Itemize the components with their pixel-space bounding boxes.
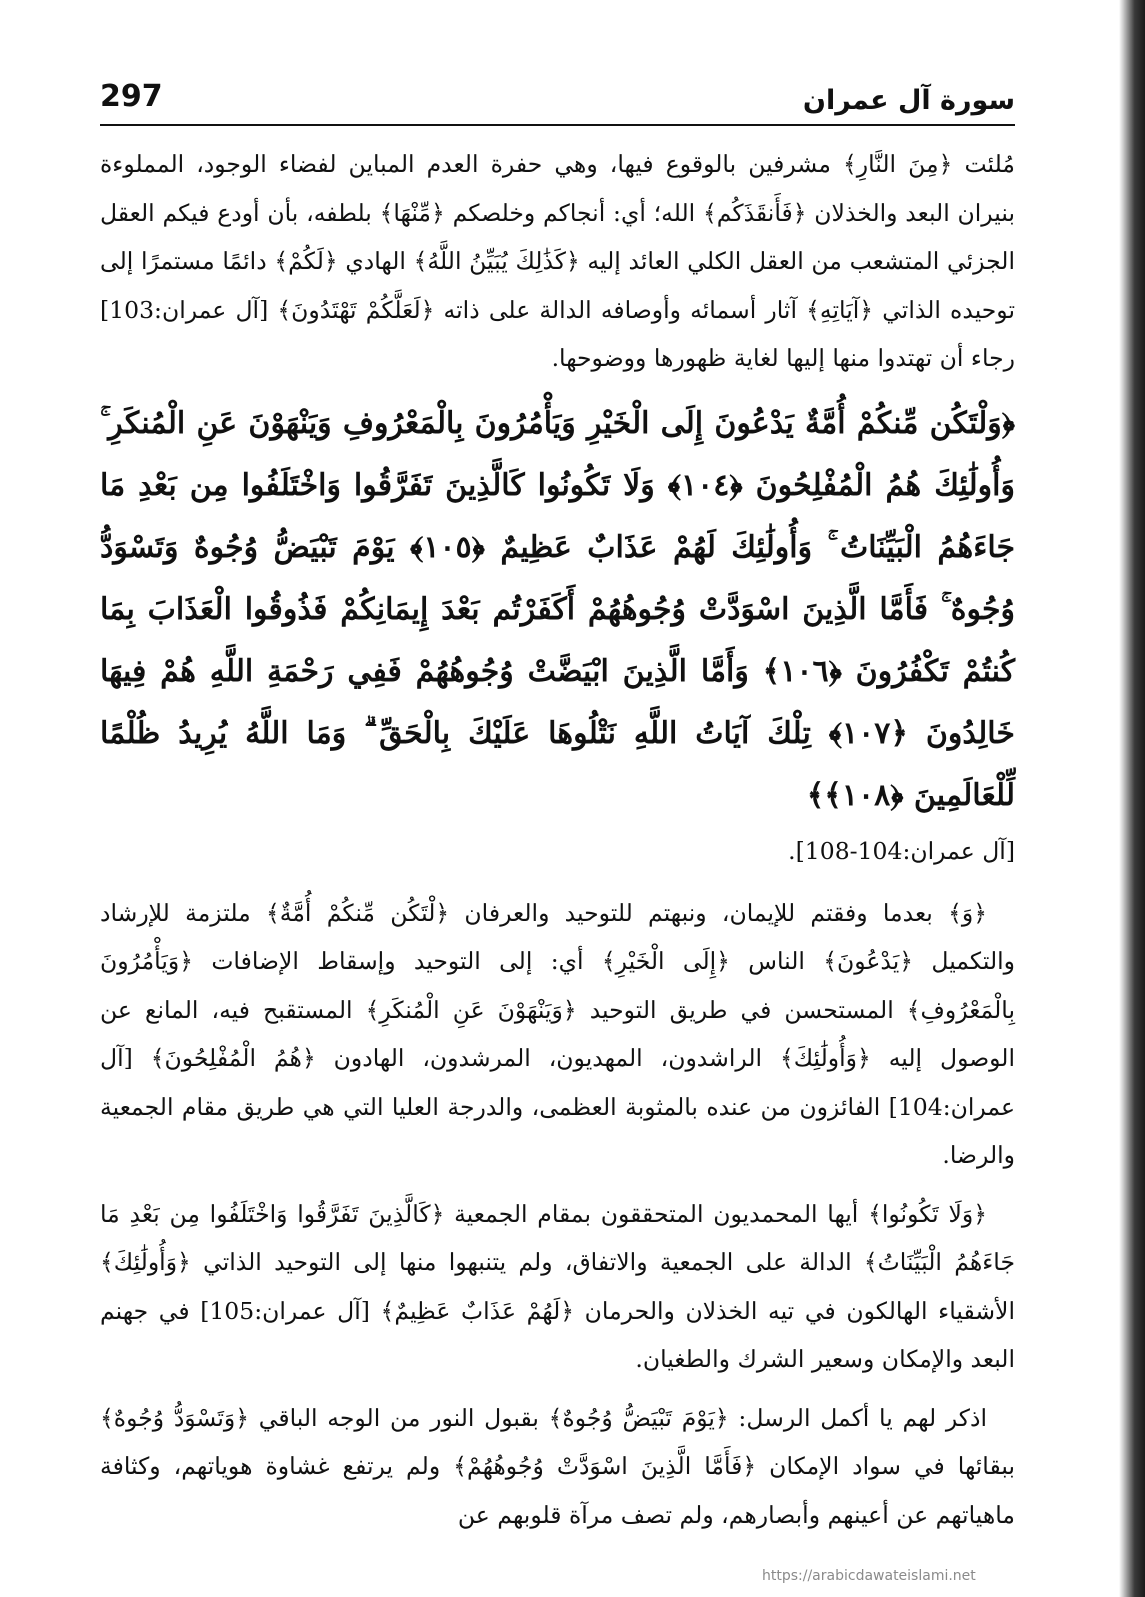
quran-verse-block: ﴿وَلْتَكُن مِّنكُمْ أُمَّةٌ يَدْعُونَ إِلَى الْخَيْرِ وَيَأْمُرُونَ بِالْمَعْرُوفِ وَيَنْهَوْنَ عَنِ الْمُنكَرِ ۚ وَأُولَٰئِكَ هُمُ الْمُفْلِحُونَ ﴿١٠٤﴾ وَلَا تَكُونُوا كَالَّذِينَ تَفَرَّقُوا وَاخْتَلَفُوا مِن بَعْدِ مَا جَاءَهُمُ الْبَيِّنَاتُ ۚ وَأُولَٰئِكَ لَهُمْ عَذَابٌ عَظِيمٌ ﴿١٠٥﴾ يَوْمَ تَبْيَضُّ وُجُوهٌ وَتَسْوَدُّ وُجُوهٌ ۚ فَأَمَّا الَّذِينَ اسْوَدَّتْ وُجُوهُهُمْ أَكَفَرْتُم بَعْدَ إِيمَانِكُمْ فَذُوقُوا الْعَذَابَ بِمَا كُنتُمْ تَكْفُرُونَ ﴿١٠٦﴾ وَأَمَّا الَّذِينَ ابْيَضَّتْ وُجُوهُهُمْ فَفِي رَحْمَةِ اللَّهِ هُمْ فِيهَا خَالِدُونَ ﴿١٠٧﴾ تِلْكَ آيَاتُ اللَّهِ نَتْلُوهَا عَلَيْكَ بِالْحَقِّ ۗ وَمَا اللَّهُ يُرِيدُ ظُلْمًا لِّلْعَالَمِينَ ﴿١٠٨﴾﴾ <box>100 405 1016 813</box>
surah-title: سورة آل عمران <box>802 85 1015 116</box>
commentary-paragraph-3: ﴿وَلَا تَكُونُوا﴾ أيها المحمديون المتحققون بمقام الجمعية ﴿كَالَّذِينَ تَفَرَّقُوا وَاخْتَلَفُوا مِن بَعْدِ مَا جَاءَهُمُ الْبَيِّنَاتُ﴾ الدالة على الجمعية والاتفاق، ولم يتنبهوا منها إلى التوحيد الذاتي ﴿وَأُولَٰئِكَ﴾ الأشقياء الهالكون في تيه الخذلان والحرمان ﴿لَهُمْ عَذَابٌ عَظِيمٌ﴾ [آل عمران:105] في جهنم البعد والإمكان وسعير الشرك والطغيان. <box>100 1199 1015 1373</box>
verse-reference: [آل عمران:104-108]. <box>788 836 1015 865</box>
scan-dark-edge <box>1119 0 1145 1597</box>
page-number: 297 <box>100 79 163 114</box>
commentary-paragraph-4: اذكر لهم يا أكمل الرسل: ﴿يَوْمَ تَبْيَضُّ وُجُوهٌ﴾ بقبول النور من الوجه الباقي ﴿وَتَسْوَدُّ وُجُوهٌ﴾ ببقائها في سواد الإمكان ﴿فَأَمَّا الَّذِينَ اسْوَدَّتْ وُجُوهُهُمْ﴾ ولم يرتفع غشاوة هوياتهم، وكثافة ماهياتهم عن أعينهم وأبصارهم، ولم تصف مرآة قلوبهم عن <box>100 1403 1015 1529</box>
page-header <box>100 60 1015 126</box>
commentary-paragraph-2: ﴿وَ﴾ بعدما وفقتم للإيمان، ونبهتم للتوحيد والعرفان ﴿لْتَكُن مِّنكُمْ أُمَّةٌ﴾ ملتزمة للإرشاد والتكميل ﴿يَدْعُونَ﴾ الناس ﴿إِلَى الْخَيْرِ﴾ أي: إلى التوحيد وإسقاط الإضافات ﴿وَيَأْمُرُونَ بِالْمَعْرُوفِ﴾ المستحسن في طريق التوحيد ﴿وَيَنْهَوْنَ عَنِ الْمُنكَرِ﴾ المستقبح فيه، المانع عن الوصول إليه ﴿وَأُولَٰئِكَ﴾ الراشدون، المهديون، المرشدون، الهادون ﴿هُمُ الْمُفْلِحُونَ﴾ [آل عمران:104] الفائزون من عنده بالمثوبة العظمى، والدرجة العليا التي هي طريق مقام الجمعية والرضا. <box>100 898 1015 1169</box>
watermark-url: https://arabicdawateislami.net <box>762 1568 976 1584</box>
commentary-paragraph-1: مُلئت ﴿مِنَ النَّارِ﴾ مشرفين بالوقوع فيها، وهي حفرة العدم المباين لفضاء الوجود، المملوءة بنيران البعد والخذلان ﴿فَأَنقَذَكُم﴾ الله؛ أي: أنجاكم وخلصكم ﴿مِّنْهَا﴾ بلطفه، بأن أودع فيكم العقل الجزئي المتشعب من العقل الكلي العائد إليه ﴿كَذَٰلِكَ يُبَيِّنُ اللَّهُ﴾ الهادي ﴿لَكُمْ﴾ دائمًا مستمرًا إلى توحيده الذاتي ﴿آيَاتِهِ﴾ آثار أسمائه وأوصافه الدالة على ذاته ﴿لَعَلَّكُمْ تَهْتَدُونَ﴾ [آل عمران:103] رجاء أن تهتدوا منها إليها لغاية ظهورها ووضوحها. <box>100 150 1015 372</box>
document-page <box>100 60 1015 1549</box>
page-content <box>100 126 1015 1539</box>
